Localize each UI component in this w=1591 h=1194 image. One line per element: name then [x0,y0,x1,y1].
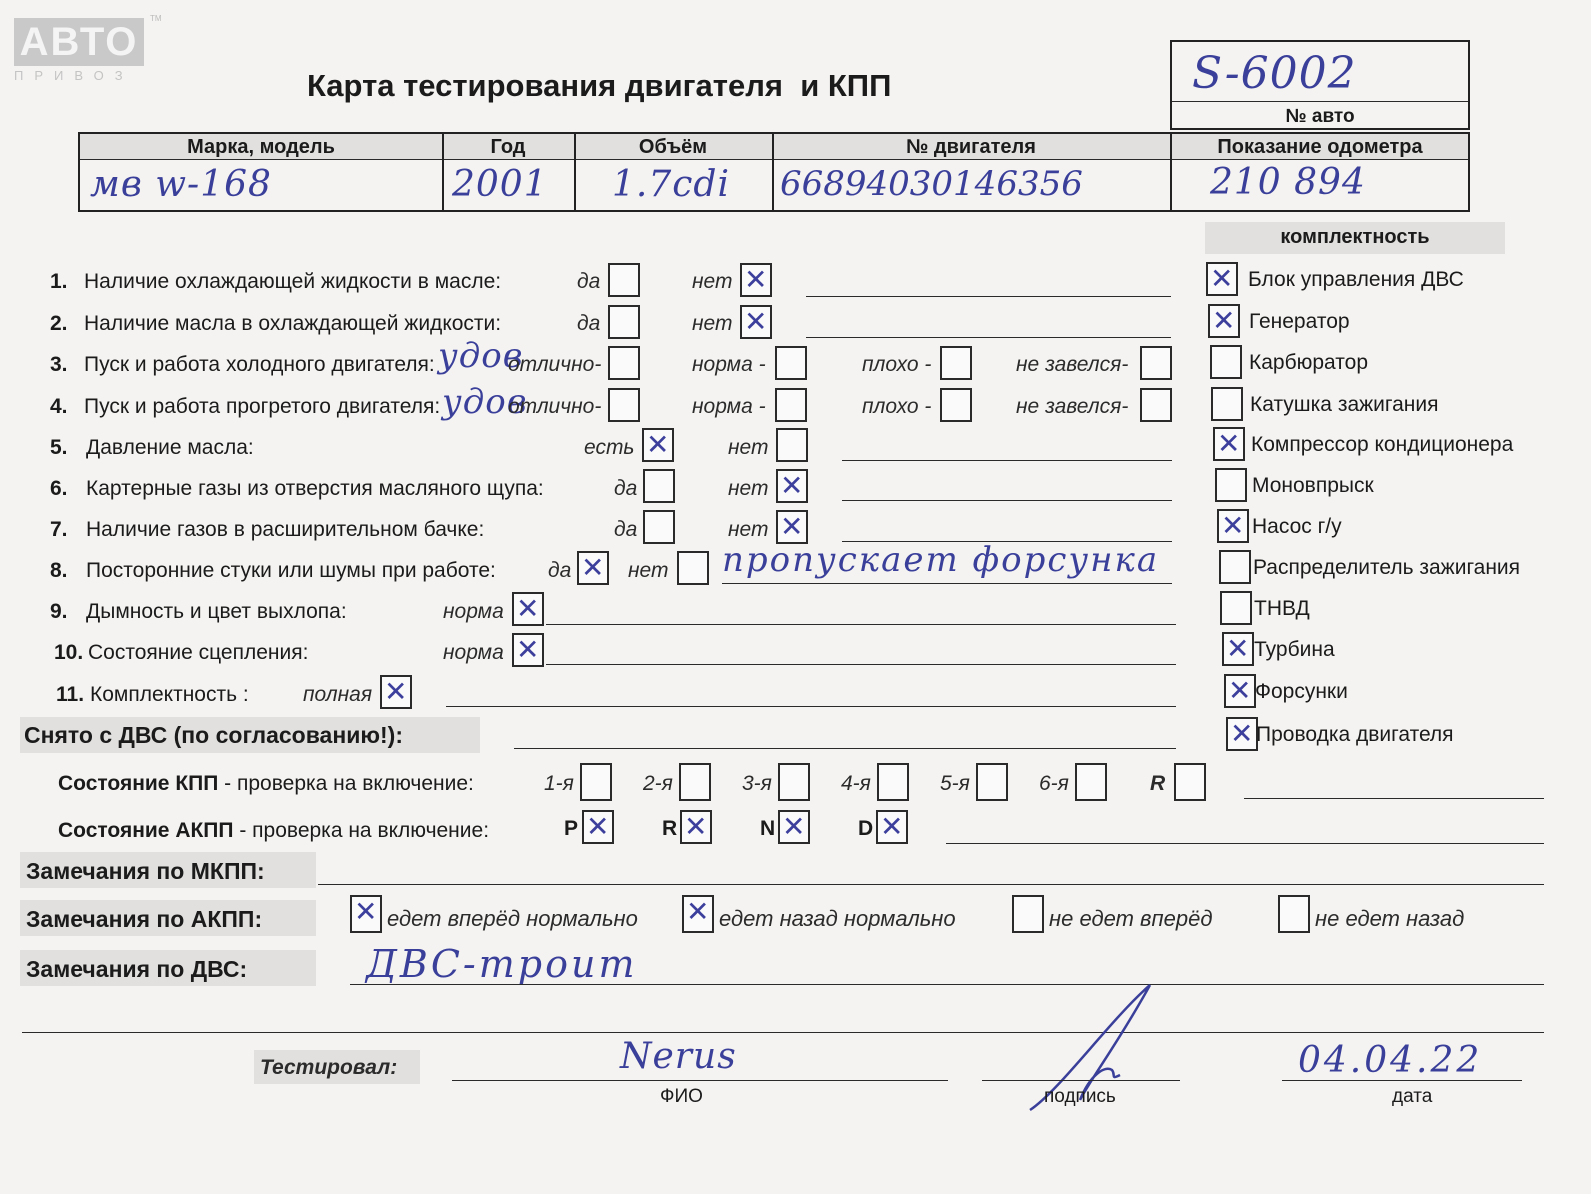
q5-text: Давление масла: [86,436,254,459]
akpp-gear-label: N [760,817,776,840]
komplekt-checkbox[interactable] [1206,262,1238,296]
odometer-value: 210 894 [1210,162,1366,203]
komplekt-label: Моновпрыск [1252,474,1374,497]
q3-ploho-checkbox[interactable] [940,346,972,380]
akpp-gear-label: D [858,817,874,840]
q7-da-checkbox[interactable] [643,510,675,544]
page-title: Карта тестирования двигателя и КПП [307,68,892,103]
akpp-gear-checkbox[interactable] [582,810,614,844]
q9-number: 9. [50,600,68,623]
kpp-label [58,772,474,796]
q10-text: Состояние сцепления: [88,641,309,664]
q8-number: 8. [50,559,68,582]
col-brand-header: Марка, модель [187,136,335,158]
q11-text: Комплектность : [90,683,249,706]
q4-ploho-label: плохо - [862,395,932,418]
year-value: 2001 [452,164,548,205]
akpp-remark-label: едет вперёд нормально [387,906,638,931]
q5-net-checkbox[interactable] [776,428,808,462]
kpp-label-rest: - проверка на включение: [218,772,474,795]
akpp-remark-checkbox[interactable] [350,895,382,933]
komplekt-label: Проводка двигателя [1256,723,1454,746]
engine-no-value: 66894030146356 [780,164,1083,204]
akpp-gear-checkbox[interactable] [680,810,712,844]
q1-da-checkbox[interactable] [608,263,640,297]
kpp-gear-checkbox[interactable] [778,763,810,801]
q2-da-label: да [577,312,601,335]
kpp-label-bold: Состояние КПП [58,772,219,795]
q5-est-checkbox[interactable] [642,428,674,462]
q1-text: Наличие охлаждающей жидкости в масле: [84,270,502,293]
q4-norma-checkbox[interactable] [775,388,807,422]
komplekt-label: Турбина [1254,638,1335,661]
komplekt-checkbox[interactable] [1213,427,1245,461]
komplekt-checkbox[interactable] [1217,509,1249,543]
q6-number: 6. [50,477,68,500]
q4-otl-checkbox[interactable] [608,388,640,422]
fio-handwritten: Nerus [620,1036,737,1077]
col-odometer-header: Показание одометра [1217,136,1423,158]
q5-est-label: есть [584,436,635,459]
q4-handwritten: удов [442,382,528,422]
komplekt-checkbox[interactable] [1226,717,1258,751]
komplekt-checkbox[interactable] [1215,468,1247,502]
akpp-gear-checkbox[interactable] [778,810,810,844]
sign-caption: подпись [1044,1086,1116,1107]
kpp-gear-label: 6-я [1039,772,1069,795]
date-caption: дата [1392,1086,1433,1107]
q3-number: 3. [50,353,68,376]
komplekt-checkbox[interactable] [1208,304,1240,338]
q1-number: 1. [50,270,68,293]
akpp-gear-label: P [564,817,579,840]
q9-norma-checkbox[interactable] [512,592,544,626]
q1-net-label: нет [692,270,733,293]
date-handwritten: 04.04.22 [1298,1040,1483,1081]
q7-net-label: нет [728,518,769,541]
q2-text: Наличие масла в охлаждающей жидкости: [84,312,502,335]
header-table [78,132,1470,212]
q3-text: Пуск и работа холодного двигателя: [84,353,435,376]
q4-number: 4. [50,395,68,418]
komplekt-label: Компрессор кондиционера [1251,433,1514,456]
q10-norma-label: норма [443,641,504,664]
q1-net-checkbox[interactable] [740,263,772,297]
q11-polnaya-label: полная [303,683,373,706]
akpp-remark-checkbox[interactable] [682,895,714,933]
q7-number: 7. [50,518,68,541]
logo-tm: TM [150,14,162,23]
q3-otl-label: отлично- [508,353,602,376]
volume-value: 1.7cdi [612,164,730,205]
akpp-label [58,819,489,843]
q4-text: Пуск и работа прогретого двигателя: [84,395,441,418]
komplekt-label: Карбюратор [1249,351,1369,374]
q7-da-label: да [614,518,638,541]
kpp-gear-checkbox[interactable] [679,763,711,801]
q7-net-checkbox[interactable] [776,510,808,544]
akpp-label-bold: Состояние АКПП [58,819,234,842]
q1-da-label: да [577,270,601,293]
q3-nezav-checkbox[interactable] [1140,346,1172,380]
brand-value: мв w-168 [90,164,272,205]
kpp-gear-label: 4-я [841,772,871,795]
kpp-gear-checkbox[interactable] [580,763,612,801]
col-volume-header: Объём [638,136,708,158]
tested-label: Тестировал: [260,1056,398,1079]
komplekt-checkbox[interactable] [1210,345,1242,379]
q2-net-label: нет [692,312,733,335]
rem-mkpp-label: Замечания по МКПП: [26,858,265,884]
akpp-gear-label: R [662,817,678,840]
komplekt-checkbox[interactable] [1224,674,1256,708]
q3-nezav-label: не завелся- [1016,353,1129,376]
q6-text: Картерные газы из отверстия масляного щупа: [86,477,544,500]
q3-norma-label: норма - [692,353,766,376]
q11-number: 11. [56,683,85,706]
q11-polnaya-checkbox[interactable] [380,675,412,709]
logo [14,14,162,83]
komplekt-label: Катушка зажигания [1250,393,1439,416]
q8-text: Посторонние стуки или шумы при работе: [86,559,496,582]
komplekt-checkbox[interactable] [1220,591,1252,625]
q7-text: Наличие газов в расширительном бачке: [86,518,485,541]
kpp-gear-label: 2-я [643,772,673,795]
komplekt-label: Блок управления ДВС [1248,268,1464,291]
car-number-value: S-6002 [1192,48,1357,99]
kpp-gear-label: 3-я [742,772,772,795]
q2-number: 2. [50,312,68,335]
q6-net-checkbox[interactable] [776,469,808,503]
col-engine-no-header: № двигателя [906,136,1036,158]
q4-norma-label: норма - [692,395,766,418]
rem-dvs-label: Замечания по ДВС: [26,956,248,982]
kpp-gear-checkbox[interactable] [877,763,909,801]
q9-norma-label: норма [443,600,504,623]
car-number-box [1170,40,1470,130]
logo-main: АВТО [14,18,144,66]
rem-akpp-label: Замечания по АКПП: [26,906,263,932]
q2-net-checkbox[interactable] [740,305,772,339]
q8-da-label: да [548,559,572,582]
komplekt-checkbox[interactable] [1211,387,1243,421]
rem-dvs-handwritten: ДВС-троит [366,942,638,986]
q6-net-label: нет [728,477,769,500]
q10-number: 10. [54,641,84,664]
q4-nezav-label: не завелся- [1016,395,1129,418]
q8-net-checkbox[interactable] [677,551,709,585]
akpp-remark-label: не едет назад [1315,906,1465,931]
kpp-gear-label: 5-я [940,772,970,795]
q3-norma-checkbox[interactable] [775,346,807,380]
komplekt-label: Форсунки [1255,680,1348,703]
q8-da-checkbox[interactable] [577,551,609,585]
kpp-gear-checkbox[interactable] [1075,763,1107,801]
q4-nezav-checkbox[interactable] [1140,388,1172,422]
q10-norma-checkbox[interactable] [512,633,544,667]
akpp-remark-label: едет назад нормально [719,906,956,931]
col-year-header: Год [490,136,526,158]
komplekt-checkbox[interactable] [1222,632,1254,666]
fio-caption: ФИО [660,1086,703,1107]
q3-ploho-label: плохо - [862,353,932,376]
kpp-gear-checkbox[interactable] [976,763,1008,801]
komplekt-label: Генератор [1249,310,1350,333]
komplekt-checkbox[interactable] [1219,550,1251,584]
q8-net-label: нет [628,559,669,582]
q9-text: Дымность и цвет выхлопа: [86,600,347,623]
akpp-remark-checkbox[interactable] [1278,895,1310,933]
q5-number: 5. [50,436,68,459]
akpp-gear-checkbox[interactable] [876,810,908,844]
akpp-remark-label: не едет вперёд [1049,906,1213,931]
komplekt-label: ТНВД [1254,597,1310,620]
komplekt-label: Насос г/у [1252,515,1342,538]
kpp-gear-checkbox[interactable] [1174,763,1206,801]
q5-net-label: нет [728,436,769,459]
akpp-remark-checkbox[interactable] [1012,895,1044,933]
komplekt-title: комплектность [1280,226,1430,248]
q6-da-checkbox[interactable] [643,469,675,503]
removed-label: Снято с ДВС (по согласованию!): [24,722,403,748]
logo-sub: ПРИВОЗ [14,68,134,83]
komplekt-label: Распределитель зажигания [1253,556,1521,579]
q3-handwritten: удов [438,336,524,376]
car-number-label: № авто [1285,106,1355,127]
kpp-gear-label: 1-я [544,772,574,795]
q3-otl-checkbox[interactable] [608,346,640,380]
q8-handwritten: пропускает форсунка [722,540,1160,580]
q2-da-checkbox[interactable] [608,305,640,339]
q4-ploho-checkbox[interactable] [940,388,972,422]
q4-otl-label: отлично- [508,395,602,418]
akpp-label-rest: - проверка на включение: [233,819,490,842]
kpp-gear-label: R [1150,772,1166,795]
q6-da-label: да [614,477,638,500]
